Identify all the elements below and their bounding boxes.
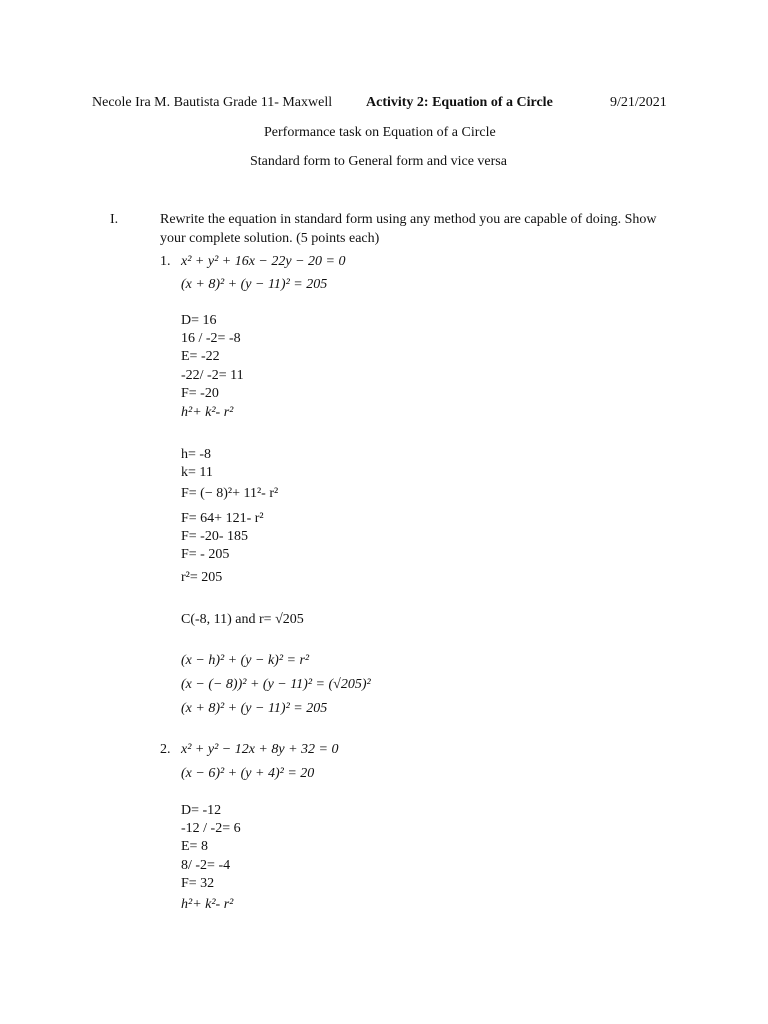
p1-formula: h²+ k²- r² bbox=[181, 405, 234, 420]
p2-step-d: D= -12 bbox=[181, 803, 222, 818]
p1-f-substitution: F= (− 8)²+ 11²- r² bbox=[181, 486, 279, 501]
section-numeral: I. bbox=[110, 212, 119, 227]
p1-f-sum: F= -20- 185 bbox=[181, 529, 249, 544]
problem-1-given-equation: x² + y² + 16x − 22y − 20 = 0 bbox=[181, 254, 346, 269]
p1-f-result: F= - 205 bbox=[181, 547, 230, 562]
p2-formula: h²+ k²- r² bbox=[181, 897, 234, 912]
p1-step-e-half: -22/ -2= 11 bbox=[181, 368, 244, 383]
p2-step-e: E= 8 bbox=[181, 839, 208, 854]
p1-r-squared: r²= 205 bbox=[181, 570, 223, 585]
p1-h-value: h= -8 bbox=[181, 447, 212, 462]
subtitle-performance-task: Performance task on Equation of a Circle bbox=[264, 125, 496, 140]
p1-step-e: E= -22 bbox=[181, 349, 220, 364]
p1-f-calc: F= 64+ 121- r² bbox=[181, 511, 264, 526]
date: 9/21/2021 bbox=[610, 95, 667, 110]
problem-1-answer: (x + 8)² + (y − 11)² = 205 bbox=[181, 277, 328, 292]
p1-step-d-half: 16 / -2= -8 bbox=[181, 331, 241, 346]
problem-1-number: 1. bbox=[160, 254, 171, 269]
author-line: Necole Ira M. Bautista Grade 11- Maxwell bbox=[92, 95, 333, 110]
activity-title: Activity 2: Equation of a Circle bbox=[366, 95, 553, 110]
p2-step-e-half: 8/ -2= -4 bbox=[181, 858, 231, 873]
p1-step-d: D= 16 bbox=[181, 313, 217, 328]
p2-step-d-half: -12 / -2= 6 bbox=[181, 821, 241, 836]
p1-standard-form: (x − h)² + (y − k)² = r² bbox=[181, 653, 310, 668]
instructions-line-1: Rewrite the equation in standard form using any method you are capable of doing. Show bbox=[160, 212, 657, 227]
problem-2-number: 2. bbox=[160, 742, 171, 757]
p1-final-equation: (x + 8)² + (y − 11)² = 205 bbox=[181, 701, 328, 716]
p1-k-value: k= 11 bbox=[181, 465, 213, 480]
p2-step-f: F= 32 bbox=[181, 876, 215, 891]
subtitle-standard-general: Standard form to General form and vice versa bbox=[250, 154, 507, 169]
instructions-line-2: your complete solution. (5 points each) bbox=[160, 231, 380, 246]
p1-substituted: (x − (− 8))² + (y − 11)² = (√205)² bbox=[181, 677, 371, 692]
p1-center-radius: C(-8, 11) and r= √205 bbox=[181, 612, 304, 627]
problem-2-given-equation: x² + y² − 12x + 8y + 32 = 0 bbox=[181, 742, 339, 757]
problem-2-answer: (x − 6)² + (y + 4)² = 20 bbox=[181, 766, 315, 781]
p1-step-f: F= -20 bbox=[181, 386, 219, 401]
